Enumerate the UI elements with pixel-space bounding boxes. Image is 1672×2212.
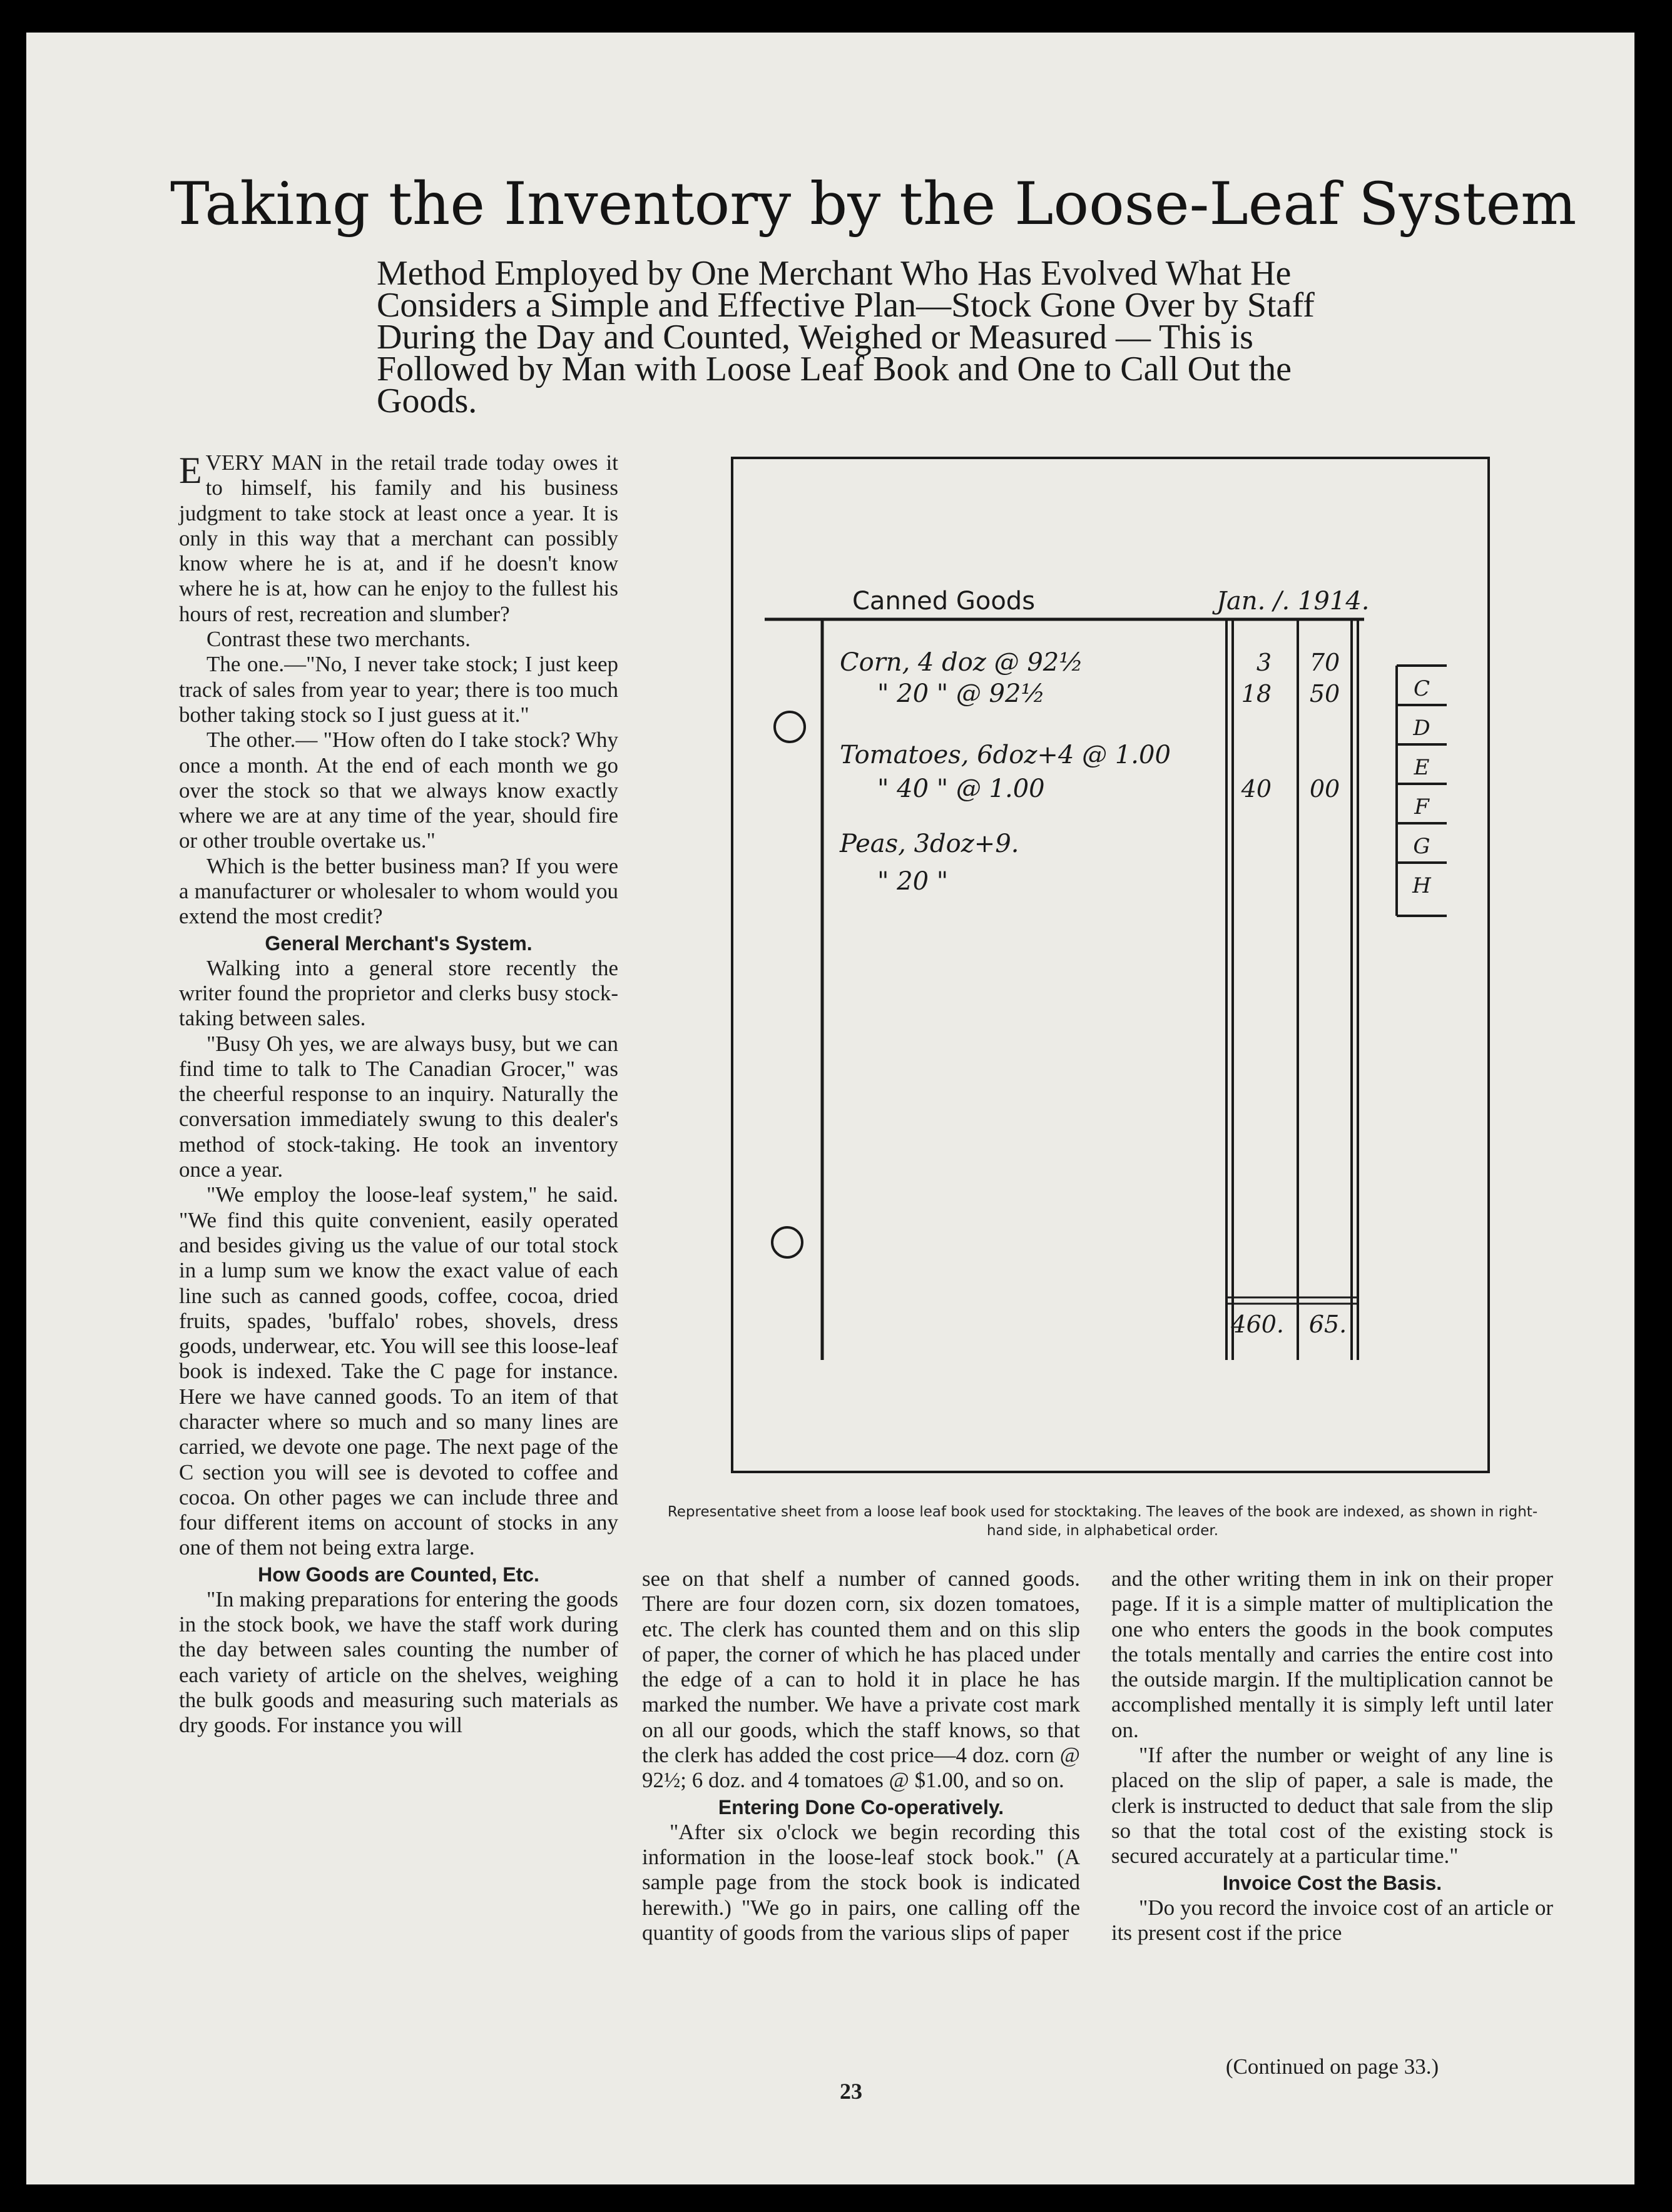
article-subtitle: Method Employed by One Merchant Who Has Evolved What He Considers a Simple and Effective Plan—Stock Gone Over by Staff During the Day and Counted, Weighed or Measured — This is Followed by Man with Loose Leaf Book and One to Call Out the Goods.	[377, 254, 1315, 420]
ledger-row-dollars: 3	[1256, 649, 1272, 676]
paragraph: "If after the number or weight of any line is placed on the slip of paper, a sale is made, the clerk is instructed to deduct that sale from the slip so that the total cost of the existing stock is secured accurately at a particular time."	[1111, 1743, 1553, 1869]
index-tab-letter: G	[1413, 834, 1430, 859]
paragraph: "In making preparations for entering the goods in the stock book, we have the staff work during the day between sales counting the number of each variety of article on the shelves, weighing the bulk goods and measuring such materials as dry goods. For instance you will	[179, 1586, 618, 1738]
ledger-total-cents: 65.	[1308, 1311, 1347, 1338]
ledger-row-cents: 00	[1309, 775, 1340, 803]
ledger-row-item: " 20 " @ 92½	[877, 679, 1046, 708]
paragraph: "We employ the loose-leaf system," he said. "We find this quite convenient, easily operated and besides giving us the value of our total stock in a lump sum we know the exact value of each line such as canned goods, coffee, cocoa, dried fruits, spades, 'buffalo' robes, shovels, dress goods, underwear, etc. You will see this loose-leaf book is indexed. Take the C page for instance. Here we have canned goods. To an item of that character where so much and so many lines are carried, we devote one page. The next page of the C section you will see is devoted to coffee and cocoa. On other pages we can include three and four different items on account of stocks in any one of them not being extra large.	[179, 1182, 618, 1560]
ledger-row-item: Tomatoes, 6doz+4 @ 1.00	[840, 741, 1171, 769]
ledger-row-cents: 70	[1309, 649, 1340, 676]
paragraph: EVERY MAN in the retail trade today owes it to himself, his family and his business judgment to take stock at least once a year. It is only in this way that a merchant can possibly know where he is at, and if he doesn't know where he is at, how can he enjoy to the fullest his hours of rest, recreation and slumber?	[179, 450, 618, 626]
paragraph: and the other writing them in ink on their proper page. If it is a simple matter of multiplication the one who enters the goods in the book computes the totals mentally and carries the entire cost into the outside margin. If the multiplication cannot be accomplished mentally it is simply left until later on.	[1111, 1566, 1553, 1742]
paragraph: Which is the better business man? If you were a manufacturer or wholesaler to whom would you extend the most credit?	[179, 853, 618, 929]
paragraph: Walking into a general store recently the writer found the proprietor and clerks busy stock-taking between sales.	[179, 955, 618, 1031]
ledger-total-dollars: 460.	[1231, 1311, 1284, 1338]
sheet-header-category: Canned Goods	[852, 587, 1036, 616]
ledger-row-item: Peas, 3doz+9.	[840, 830, 1019, 858]
section-heading: Invoice Cost the Basis.	[1222, 1871, 1442, 1894]
paragraph: The other.— "How often do I take stock? Why once a month. At the end of each month we go over the stock so that we always know exactly where we are at any time of the year, should fire or other trouble overtake us."	[179, 728, 618, 853]
paragraph: The one.—"No, I never take stock; I just keep track of sales from year to year; there is too much bother taking stock so I just guess at it."	[179, 652, 618, 727]
sheet-header-date: Jan. /. 1914.	[1216, 587, 1370, 616]
section-heading: General Merchant's System.	[265, 931, 533, 955]
article-title: Taking the Inventory by the Loose-Leaf System	[170, 170, 1577, 238]
drop-cap: E	[179, 450, 202, 491]
paragraph: "Do you record the invoice cost of an article or its present cost if the price	[1111, 1895, 1553, 1945]
paragraph: see on that shelf a number of canned goods. There are four dozen corn, six dozen tomatoes, etc. The clerk has counted them and on this slip of paper, the corner of which he has placed under the edge of a can to hold it in place he has marked the number. We have a private cost mark on all our goods, which the staff knows, so that the clerk has added the cost price—4 doz. corn @ 92½; 6 doz. and 4 tomatoes @ $1.00, and so on.	[642, 1566, 1080, 1793]
ledger-drawing	[733, 459, 1487, 1471]
ledger-row-cents: 50	[1309, 680, 1340, 708]
paragraph: Contrast these two merchants.	[206, 627, 471, 652]
ledger-row-item: Corn, 4 doz @ 92½	[840, 648, 1084, 677]
loose-leaf-sheet-figure	[731, 457, 1490, 1473]
paragraph: "Busy Oh yes, we are always busy, but we can find time to talk to The Canadian Grocer," was the cheerful response to an inquiry. Naturally the conversation immediately swung to this dealer's method of stock-taking. He took an inventory once a year.	[179, 1031, 618, 1182]
section-heading: How Goods are Counted, Etc.	[258, 1563, 539, 1586]
ledger-row-dollars: 40	[1241, 775, 1272, 803]
text-column-3	[1111, 1566, 1553, 1946]
continued-note: (Continued on page 33.)	[1225, 2054, 1439, 2079]
index-tab-letter: D	[1413, 716, 1430, 741]
ledger-row-item: " 20 "	[877, 867, 949, 896]
index-tab-letter: H	[1412, 873, 1431, 898]
ledger-row-dollars: 18	[1241, 680, 1272, 708]
paragraph: "After six o'clock we begin recording this information in the loose-leaf stock book." (A sample page from the stock book is indicated herewith.) "We go in pairs, one calling off the quantity of goods from the various slips of paper	[642, 1819, 1080, 1945]
index-tabs	[1397, 666, 1447, 916]
index-tab-letter: C	[1413, 676, 1430, 701]
section-heading: Entering Done Co-operatively.	[718, 1795, 1004, 1819]
page-number: 23	[840, 2079, 862, 2104]
text-column-2	[642, 1566, 1080, 1946]
text-column-1	[179, 450, 618, 1738]
index-tab-letter: F	[1414, 794, 1429, 819]
index-tab-letter: E	[1414, 755, 1430, 780]
ledger-row-item: " 40 " @ 1.00	[877, 774, 1045, 803]
figure-caption: Representative sheet from a loose leaf book used for stocktaking. The leaves of the book are indexed, as shown in right-hand side, in alphabetical order.	[667, 1504, 1538, 1539]
binder-hole	[772, 1227, 802, 1257]
binder-hole	[775, 712, 805, 742]
